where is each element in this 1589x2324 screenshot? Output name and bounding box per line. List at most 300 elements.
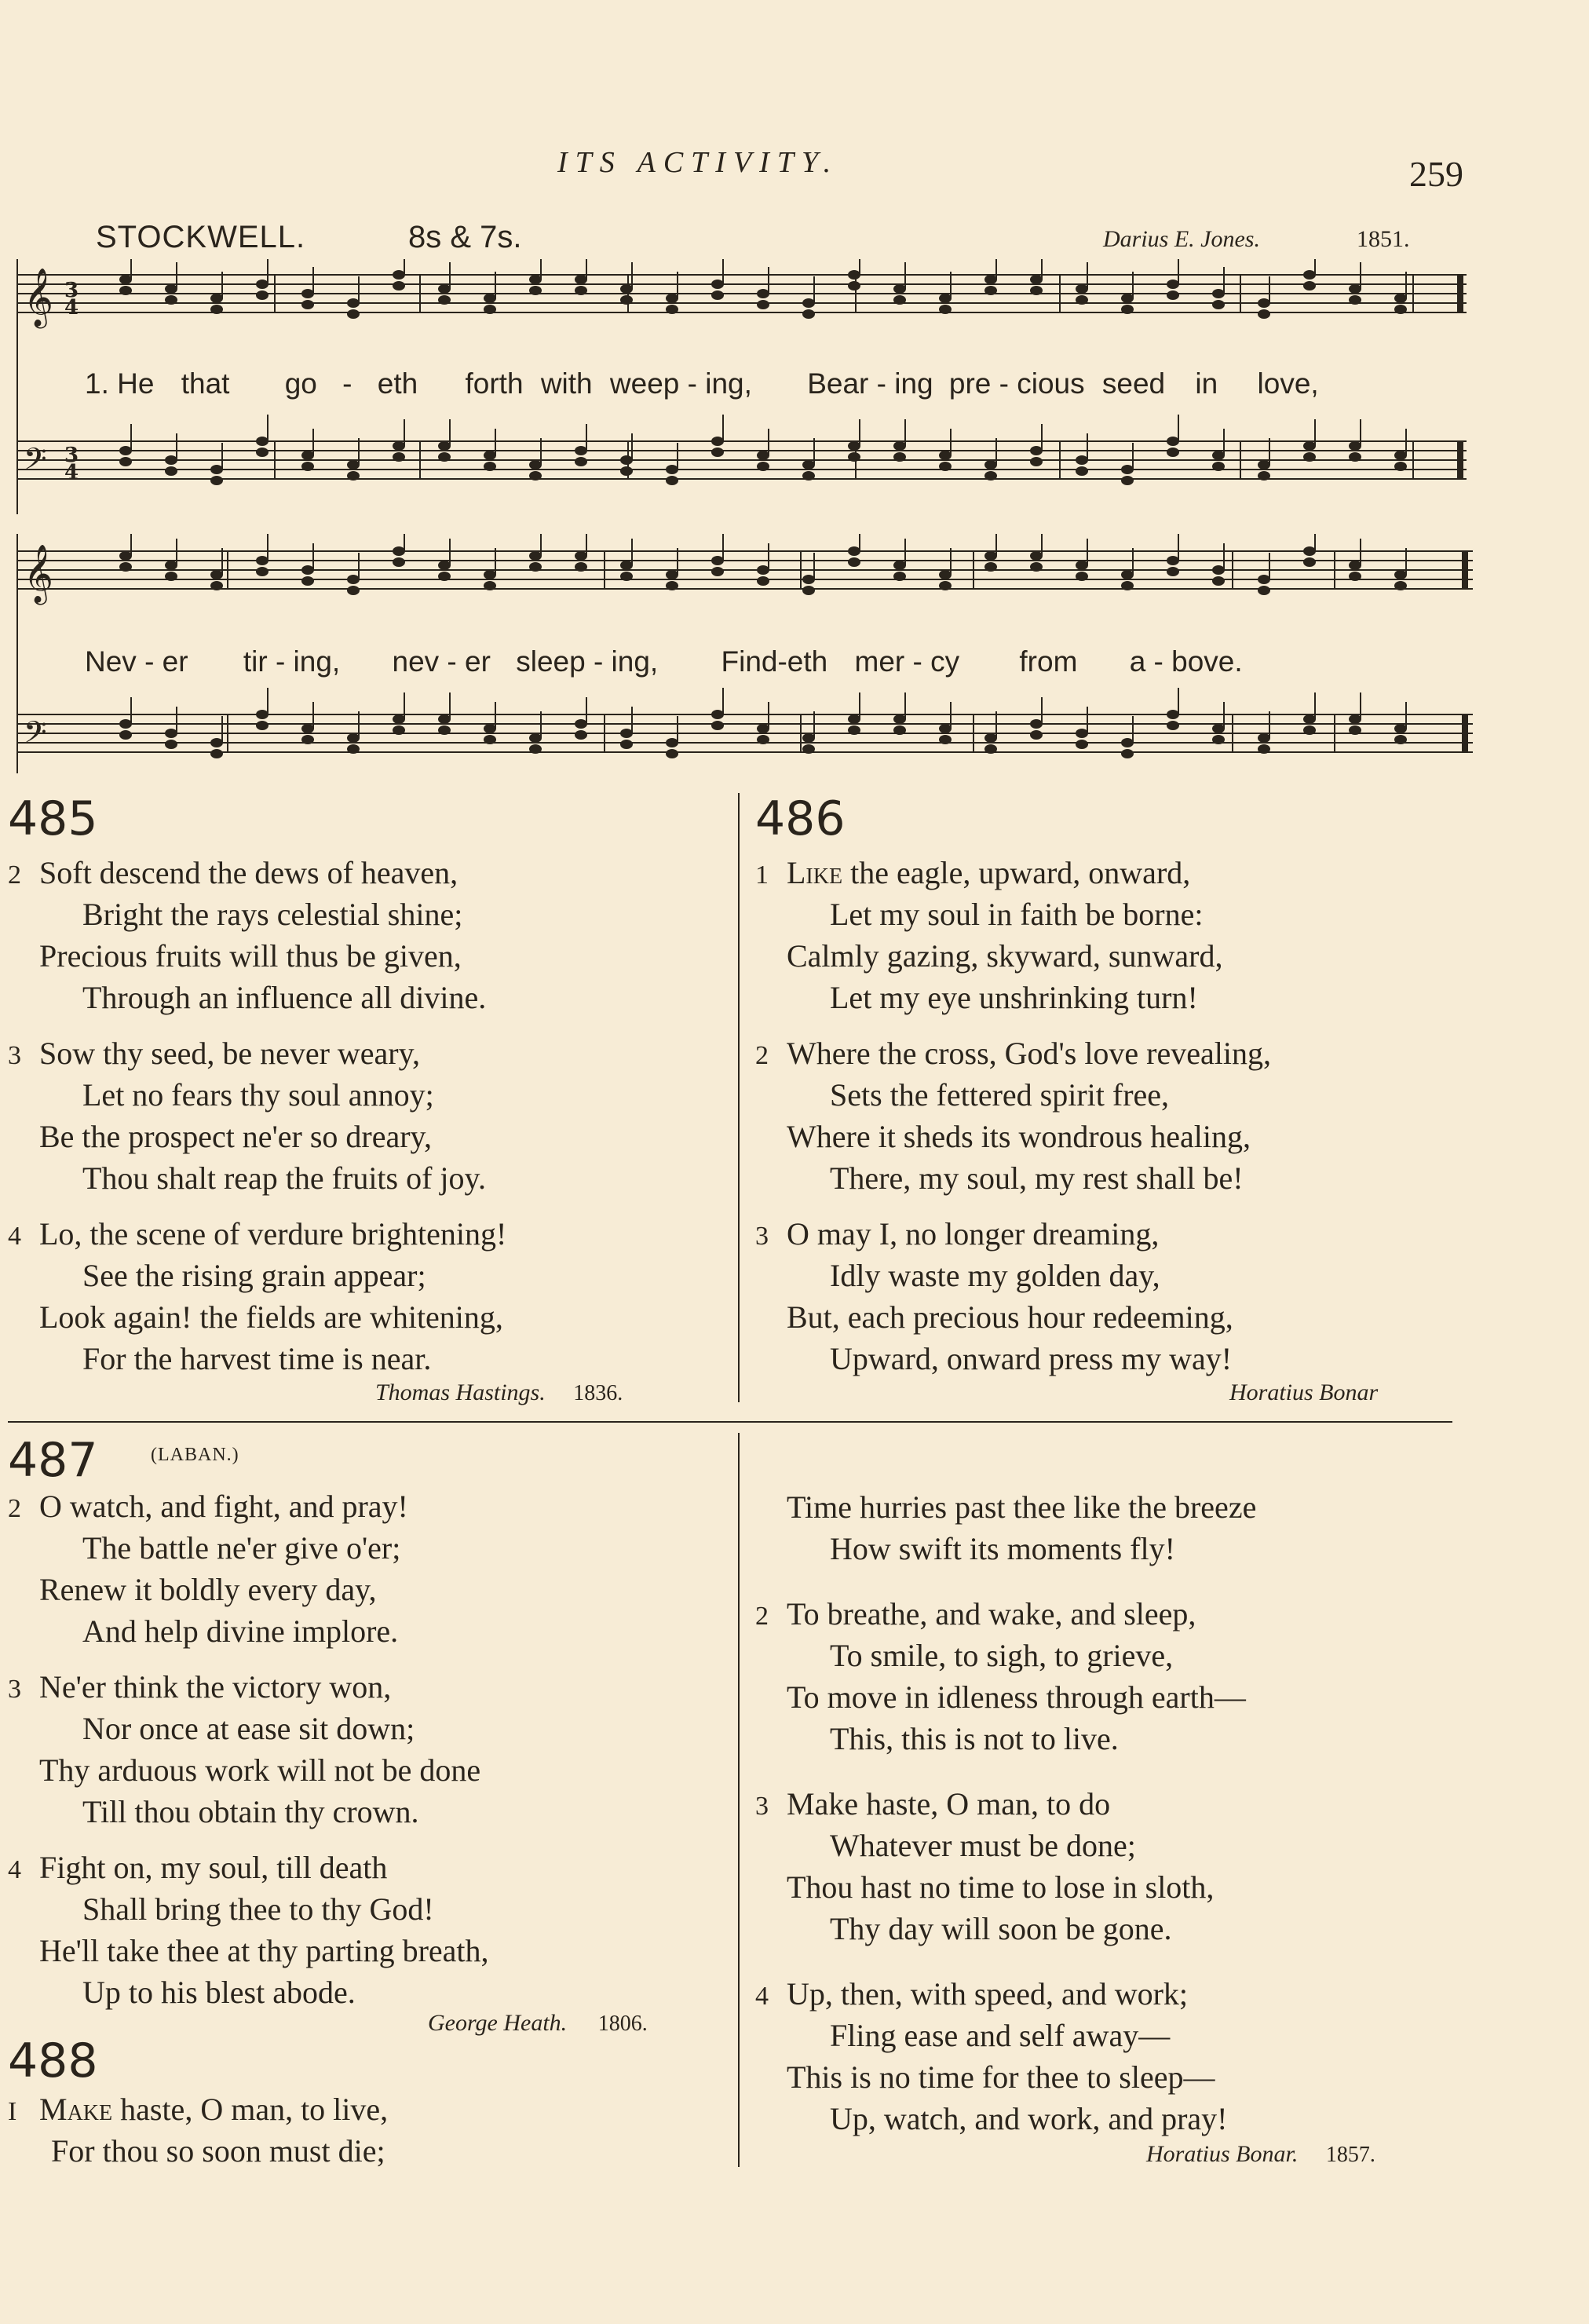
column-divider bbox=[738, 1433, 740, 2167]
verse-text: Calmly gazing, skyward, sunward, bbox=[787, 938, 1223, 974]
note-head bbox=[393, 452, 405, 462]
verse-line bbox=[755, 1074, 1169, 1116]
note-head bbox=[119, 286, 132, 295]
note-head bbox=[1076, 466, 1088, 476]
note-head bbox=[119, 719, 132, 729]
verse-text: Sets the fettered spirit free, bbox=[830, 1077, 1170, 1113]
svg-text:4: 4 bbox=[64, 296, 79, 320]
note-head bbox=[1030, 457, 1043, 466]
note-head bbox=[438, 572, 451, 581]
note-head bbox=[848, 441, 860, 451]
note-head bbox=[1212, 462, 1225, 471]
verse-text: Sow thy seed, be never weary, bbox=[39, 1036, 421, 1071]
note-head bbox=[1258, 309, 1270, 319]
note-head bbox=[1121, 294, 1134, 303]
verse-text: Let my eye unshrinking turn! bbox=[830, 980, 1198, 1015]
note-head bbox=[119, 275, 132, 284]
note-head bbox=[802, 298, 815, 308]
verse-text: Through an influence all divine. bbox=[82, 980, 487, 1015]
note-head bbox=[256, 280, 268, 289]
verse-line bbox=[755, 1973, 1188, 2017]
note-head bbox=[1258, 586, 1270, 595]
note-head bbox=[1394, 294, 1407, 303]
verse-text: O watch, and fight, and pray! bbox=[39, 1489, 408, 1524]
note-head bbox=[484, 581, 496, 590]
note-head bbox=[393, 270, 405, 280]
verse-line bbox=[8, 935, 462, 977]
note-head bbox=[301, 576, 314, 586]
note-head bbox=[893, 452, 906, 462]
note-head bbox=[438, 452, 451, 462]
note-head bbox=[575, 719, 587, 729]
lyric-syllable: forth bbox=[465, 367, 524, 400]
verse-text: Where it sheds its wondrous healing, bbox=[787, 1119, 1251, 1154]
note-head bbox=[711, 448, 724, 457]
lyric-syllable: with bbox=[540, 367, 593, 400]
verse-text: Up to his blest abode. bbox=[82, 1975, 356, 2010]
note-head bbox=[575, 457, 587, 466]
note-head bbox=[984, 744, 997, 754]
note-head bbox=[984, 562, 997, 572]
verse-text: The battle ne'er give o'er; bbox=[82, 1530, 401, 1566]
lyric-syllable: 1. He bbox=[85, 367, 155, 400]
svg-text:3: 3 bbox=[64, 279, 79, 302]
note-head bbox=[438, 295, 451, 305]
note-head bbox=[484, 570, 496, 579]
note-head bbox=[1349, 452, 1361, 462]
note-head bbox=[1030, 446, 1043, 455]
note-head bbox=[256, 448, 268, 457]
verse-text: See the rising grain appear; bbox=[82, 1258, 426, 1293]
page-number: 259 bbox=[1409, 154, 1463, 194]
verse-text: Let my soul in faith be borne: bbox=[830, 897, 1204, 932]
note-head bbox=[711, 567, 724, 576]
note-head bbox=[256, 290, 268, 300]
note-head bbox=[893, 561, 906, 570]
note-head bbox=[301, 565, 314, 575]
note-head bbox=[893, 295, 906, 305]
verse-number: 3 bbox=[755, 1222, 769, 1251]
note-head bbox=[1076, 729, 1088, 738]
note-head bbox=[1167, 710, 1179, 719]
note-head bbox=[939, 305, 952, 314]
note-head bbox=[711, 290, 724, 300]
note-head bbox=[1076, 740, 1088, 749]
verse-number: 1 bbox=[755, 861, 769, 890]
note-head bbox=[301, 462, 314, 471]
note-head bbox=[1076, 561, 1088, 570]
author-name: George Heath. bbox=[428, 2010, 568, 2036]
verse-text: This is no time for thee to sleep— bbox=[787, 2059, 1215, 2095]
verse-line bbox=[8, 1888, 434, 1930]
note-head bbox=[620, 295, 633, 305]
verse-text: To smile, to sigh, to grieve, bbox=[830, 1638, 1174, 1673]
verse-text: Precious fruits will thus be given, bbox=[39, 938, 462, 974]
author-year: 1857. bbox=[1325, 2143, 1375, 2167]
note-head bbox=[1394, 570, 1407, 579]
note-head bbox=[1167, 290, 1179, 300]
note-head bbox=[165, 740, 177, 749]
note-head bbox=[620, 740, 633, 749]
note-head bbox=[165, 284, 177, 294]
hymn-number-486: 486 bbox=[755, 791, 846, 846]
note-head bbox=[347, 309, 360, 319]
note-head bbox=[1303, 557, 1316, 567]
note-head bbox=[529, 562, 542, 572]
verse-text: Be the prospect ne'er so dreary, bbox=[39, 1119, 432, 1154]
note-head bbox=[347, 575, 360, 584]
verse-text: Thou shalt reap the fruits of joy. bbox=[82, 1160, 486, 1196]
drop-word: Make bbox=[39, 2092, 113, 2127]
note-head bbox=[1349, 561, 1361, 570]
note-head bbox=[984, 551, 997, 561]
note-head bbox=[1030, 286, 1043, 295]
note-head bbox=[393, 546, 405, 556]
verse-line bbox=[755, 935, 1222, 977]
verse-line bbox=[8, 1116, 432, 1157]
note-head bbox=[1394, 462, 1407, 471]
note-head bbox=[1121, 465, 1134, 474]
note-head bbox=[1212, 289, 1225, 298]
note-head bbox=[256, 567, 268, 576]
tune-name: STOCKWELL. bbox=[96, 220, 306, 254]
verse-number: 2 bbox=[755, 1041, 769, 1070]
note-head bbox=[666, 476, 678, 485]
music-lyric-line-2 bbox=[85, 645, 1435, 678]
note-head bbox=[529, 460, 542, 470]
note-head bbox=[438, 725, 451, 735]
note-head bbox=[301, 300, 314, 309]
verse-text: Thy day will soon be gone. bbox=[830, 1911, 1172, 1946]
lyric-syllable: weep - ing, bbox=[609, 367, 752, 400]
lyric-syllable: Bear - ing bbox=[807, 367, 933, 400]
note-head bbox=[1121, 570, 1134, 579]
note-head bbox=[575, 562, 587, 572]
note-head bbox=[711, 721, 724, 730]
verse-line bbox=[755, 1593, 1196, 1637]
verse-line bbox=[755, 1908, 1172, 1949]
verse-line bbox=[755, 1783, 1110, 1827]
verse-text: Make haste, O man, to do bbox=[787, 1786, 1111, 1822]
hymn-number-488: 488 bbox=[8, 2034, 98, 2088]
note-head bbox=[848, 281, 860, 290]
note-head bbox=[529, 471, 542, 481]
verse-text: Soft descend the dews of heaven, bbox=[39, 855, 458, 890]
note-head bbox=[1394, 581, 1407, 590]
verse-text: How swift its moments fly! bbox=[830, 1531, 1175, 1566]
note-head bbox=[1349, 714, 1361, 724]
verse-number: 2 bbox=[755, 1602, 769, 1631]
hymn-487-tune: (LABAN.) bbox=[151, 1445, 239, 1465]
note-head bbox=[757, 300, 769, 309]
note-head bbox=[575, 730, 587, 740]
note-head bbox=[1212, 735, 1225, 744]
verse-line bbox=[755, 1157, 1244, 1199]
note-head bbox=[1394, 451, 1407, 460]
note-head bbox=[438, 441, 451, 451]
note-head bbox=[393, 725, 405, 735]
verse-line bbox=[8, 1074, 434, 1116]
note-head bbox=[1121, 476, 1134, 485]
verse-text: Up, watch, and work, and pray! bbox=[830, 2101, 1228, 2136]
note-head bbox=[620, 466, 633, 476]
drop-word: Like bbox=[787, 855, 843, 890]
note-head bbox=[1121, 749, 1134, 758]
author-name: Horatius Bonar. bbox=[1146, 2141, 1299, 2167]
note-head bbox=[1303, 725, 1316, 735]
note-head bbox=[848, 546, 860, 556]
note-head bbox=[1167, 437, 1179, 446]
lyric-syllable: in bbox=[1195, 367, 1218, 400]
note-head bbox=[666, 570, 678, 579]
verse-line bbox=[8, 1032, 420, 1076]
svg-text:𝄞: 𝄞 bbox=[24, 545, 53, 603]
note-head bbox=[757, 735, 769, 744]
verse-line bbox=[8, 1971, 356, 2013]
hymn-485-author bbox=[375, 1379, 623, 1406]
verse-number: 2 bbox=[8, 861, 21, 890]
note-head bbox=[1258, 575, 1270, 584]
verse-text: Up, then, with speed, and work; bbox=[787, 1976, 1189, 2012]
note-head bbox=[1167, 280, 1179, 289]
note-head bbox=[1394, 735, 1407, 744]
verse-line bbox=[8, 1847, 387, 1891]
note-head bbox=[802, 575, 815, 584]
first-line-rest: haste, O man, to live, bbox=[112, 2092, 389, 2127]
lyric-syllable: eth bbox=[377, 367, 418, 400]
note-head bbox=[529, 275, 542, 284]
note-head bbox=[210, 305, 223, 314]
verse-number: 3 bbox=[8, 1041, 21, 1070]
verse-line bbox=[8, 1610, 398, 1652]
note-head bbox=[484, 735, 496, 744]
note-head bbox=[711, 280, 724, 289]
note-head bbox=[1212, 724, 1225, 733]
tune-composer: Darius E. Jones. bbox=[1103, 226, 1260, 252]
verse-text: To breathe, and wake, and sleep, bbox=[787, 1596, 1196, 1632]
verse-text: For the harvest time is near. bbox=[82, 1341, 432, 1376]
music-lyric-line-1 bbox=[85, 367, 1435, 400]
note-head bbox=[1349, 284, 1361, 294]
note-head bbox=[802, 733, 815, 743]
note-head bbox=[210, 738, 223, 747]
hymn-487-author bbox=[428, 2010, 648, 2037]
note-head bbox=[1121, 581, 1134, 590]
verse-line bbox=[755, 977, 1198, 1018]
note-head bbox=[984, 275, 997, 284]
note-head bbox=[1076, 572, 1088, 581]
verse-text: Idly waste my golden day, bbox=[830, 1258, 1160, 1293]
note-head bbox=[939, 462, 952, 471]
note-head bbox=[1349, 295, 1361, 305]
lyric-syllable: Find-eth bbox=[721, 645, 828, 678]
note-head bbox=[165, 466, 177, 476]
note-head bbox=[1167, 567, 1179, 576]
note-head bbox=[1258, 298, 1270, 308]
note-head bbox=[1076, 295, 1088, 305]
note-head bbox=[1349, 725, 1361, 735]
note-head bbox=[119, 446, 132, 455]
author-name: Thomas Hastings. bbox=[375, 1379, 546, 1405]
verse-line bbox=[755, 1338, 1232, 1379]
verse-number: 3 bbox=[8, 1675, 21, 1704]
verse-line bbox=[8, 1338, 431, 1379]
note-head bbox=[757, 576, 769, 586]
note-head bbox=[939, 724, 952, 733]
lyric-syllable: tir - ing, bbox=[243, 645, 341, 678]
note-head bbox=[893, 284, 906, 294]
note-head bbox=[1258, 733, 1270, 743]
note-head bbox=[210, 581, 223, 590]
verse-text: To move in idleness through earth— bbox=[787, 1679, 1246, 1715]
hymn-488-first-line bbox=[8, 2088, 388, 2132]
lyric-syllable: from bbox=[1019, 645, 1078, 678]
verse-text: Bright the rays celestial shine; bbox=[82, 897, 463, 932]
verse-line bbox=[8, 1749, 480, 1791]
note-head bbox=[575, 275, 587, 284]
verse-text: Renew it boldly every day, bbox=[39, 1572, 377, 1607]
verse-number: 3 bbox=[755, 1792, 769, 1821]
verse-line bbox=[8, 1485, 408, 1529]
verse-line bbox=[755, 1635, 1173, 1676]
note-head bbox=[1030, 551, 1043, 561]
verse-text: He'll take thee at thy parting breath, bbox=[39, 1933, 489, 1968]
note-head bbox=[210, 465, 223, 474]
lyric-syllable: sleep - ing, bbox=[516, 645, 659, 678]
verse-line bbox=[8, 1255, 426, 1296]
hymn-number-487: 487 bbox=[8, 1433, 98, 1488]
verse-line bbox=[755, 1718, 1119, 1759]
note-head bbox=[1303, 441, 1316, 451]
verse-text: Ne'er think the victory won, bbox=[39, 1669, 392, 1705]
note-head bbox=[347, 298, 360, 308]
author-year: 1836. bbox=[573, 1381, 623, 1405]
note-head bbox=[1212, 576, 1225, 586]
verse-number: 4 bbox=[8, 1855, 21, 1884]
verse-number: 4 bbox=[755, 1982, 769, 2011]
note-head bbox=[484, 451, 496, 460]
note-head bbox=[347, 460, 360, 470]
running-title: ITS ACTIVITY. bbox=[557, 146, 839, 179]
note-head bbox=[666, 749, 678, 758]
author-year: 1806. bbox=[597, 2012, 648, 2036]
note-head bbox=[802, 586, 815, 595]
note-head bbox=[1212, 565, 1225, 575]
note-head bbox=[119, 457, 132, 466]
note-head bbox=[347, 586, 360, 595]
note-head bbox=[939, 581, 952, 590]
verse-text: Time hurries past thee like the breeze bbox=[787, 1489, 1257, 1525]
lyric-syllable: - bbox=[342, 367, 353, 400]
verse-line bbox=[8, 1527, 400, 1569]
note-head bbox=[666, 738, 678, 747]
note-head bbox=[1303, 546, 1316, 556]
lyric-syllable: Nev - er bbox=[85, 645, 188, 678]
note-head bbox=[666, 465, 678, 474]
verse-text: There, my soul, my rest shall be! bbox=[830, 1160, 1244, 1196]
note-head bbox=[893, 714, 906, 724]
verse-line bbox=[8, 893, 462, 935]
svg-text:4: 4 bbox=[64, 461, 79, 484]
first-line-rest: the eagle, upward, onward, bbox=[842, 855, 1191, 890]
note-head bbox=[1258, 744, 1270, 754]
hymn-488-line-2: For thou so soon must die; bbox=[51, 2133, 385, 2169]
verse-text: Upward, onward press my way! bbox=[830, 1341, 1233, 1376]
note-head bbox=[1212, 300, 1225, 309]
note-head bbox=[1212, 451, 1225, 460]
note-head bbox=[848, 557, 860, 567]
note-head bbox=[802, 471, 815, 481]
note-head bbox=[939, 570, 952, 579]
note-head bbox=[484, 462, 496, 471]
note-head bbox=[1030, 730, 1043, 740]
verse-line bbox=[8, 1708, 415, 1749]
note-head bbox=[119, 562, 132, 572]
note-head bbox=[757, 451, 769, 460]
verse-line bbox=[755, 1528, 1175, 1569]
note-head bbox=[484, 305, 496, 314]
note-head bbox=[438, 284, 451, 294]
note-head bbox=[757, 462, 769, 471]
note-head bbox=[393, 714, 405, 724]
note-head bbox=[757, 289, 769, 298]
column-divider bbox=[738, 793, 740, 1402]
verse-text: This, this is not to live. bbox=[830, 1721, 1119, 1756]
note-head bbox=[1349, 572, 1361, 581]
note-head bbox=[1030, 562, 1043, 572]
hymn-number-485: 485 bbox=[8, 791, 98, 846]
verse-line bbox=[755, 1296, 1233, 1338]
verse-line bbox=[755, 893, 1203, 935]
note-head bbox=[711, 710, 724, 719]
note-head bbox=[575, 551, 587, 561]
note-head bbox=[1303, 281, 1316, 290]
verse-text: Thou hast no time to lose in sloth, bbox=[787, 1869, 1215, 1905]
note-head bbox=[165, 572, 177, 581]
verse-line bbox=[8, 1930, 489, 1971]
note-head bbox=[757, 724, 769, 733]
verse-line bbox=[755, 2098, 1228, 2139]
verse-line bbox=[755, 1825, 1136, 1866]
note-head bbox=[1121, 738, 1134, 747]
note-head bbox=[119, 730, 132, 740]
verse-text: Let no fears thy soul annoy; bbox=[82, 1077, 434, 1113]
verse-text: Nor once at ease sit down; bbox=[82, 1711, 415, 1746]
verse-text: Fight on, my soul, till death bbox=[39, 1850, 388, 1885]
svg-text:𝄢: 𝄢 bbox=[24, 441, 47, 484]
note-head bbox=[393, 281, 405, 290]
note-head bbox=[438, 561, 451, 570]
note-head bbox=[210, 476, 223, 485]
note-head bbox=[984, 286, 997, 295]
note-head bbox=[1167, 448, 1179, 457]
note-head bbox=[256, 437, 268, 446]
note-head bbox=[1303, 270, 1316, 280]
verse-line bbox=[8, 1157, 486, 1199]
note-head bbox=[575, 286, 587, 295]
note-head bbox=[347, 733, 360, 743]
note-head bbox=[1349, 441, 1361, 451]
verse-line bbox=[8, 977, 486, 1018]
note-head bbox=[1030, 719, 1043, 729]
note-head bbox=[301, 735, 314, 744]
verse-line bbox=[755, 1032, 1271, 1076]
note-head bbox=[529, 733, 542, 743]
verse-line bbox=[755, 1255, 1160, 1296]
note-head bbox=[438, 714, 451, 724]
verse-number: I bbox=[8, 2097, 17, 2126]
verse-text: And help divine implore. bbox=[82, 1613, 399, 1649]
